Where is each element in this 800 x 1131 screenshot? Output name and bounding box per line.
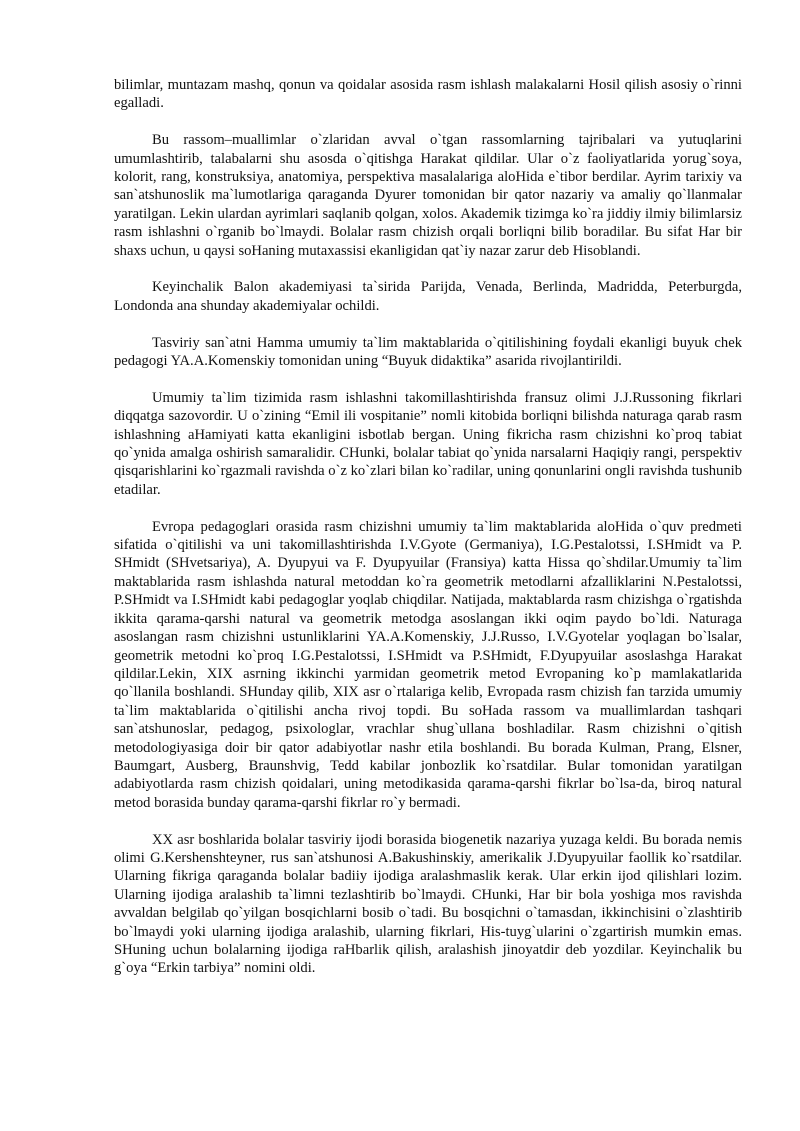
paragraph-komenskiy: Tasviriy san`atni Hamma umumiy ta`lim maktablarida o`qitilishining foydali ekanligi buyuk chek pedagogi YA.A.Komenskiy tomonidan uning “Buyuk didaktika” asarida rivojlantirildi. (114, 334, 742, 370)
paragraph-balon-akademiyasi: Keyinchalik Balon akademiyasi ta`sirida Parijda, Venada, Berlinda, Madridda, Peterburgda, Londonda ana shunday akademiyalar ochildi. (114, 279, 742, 314)
document-page (114, 76, 742, 996)
paragraph-continuation: bilimlar, muntazam mashq, qonun va qoidalar asosida rasm ishlash malakalarni Hosil qilish asosiy o`rinni egalladi. (114, 77, 742, 112)
paragraph-russo: Umumiy ta`lim tizimida rasm ishlashni takomillashtirishda fransuz olimi J.J.Russoning fikrlari diqqatga sazovordir. U o`zining “Emil ili vospitanie” nomli kitobida borliqni bilishda naturaga qarab rasm ishlashning aHamiyati katta ekanligini isbotlab bergan. Uning fikricha rasm chizishni ko`proq tabiat qo`ynida amalga oshirish samaralidir. CHunki, bolalar tabiat qo`ynida narsalarni Haqiqiy rangi, perspektiv qisqarishlarini ko`rgazmali ravishda o`z ko`zlari bilan ko`radilar, uning qonunlarini ongli ravishda tushunib etadilar. (114, 389, 742, 498)
paragraph-evropa-pedagoglari: Evropa pedagoglari orasida rasm chizishni umumiy ta`lim maktablarida aloHida o`quv predmeti sifatida o`qitilishi va uni takomillashtirishda I.V.Gyote (Germaniya), I.G.Pestalotssi, I.SHmidt va P. SHmidt (SHvetsariya), A. Dyupyui va F. Dyupyuilar (Fransiya) katta Hissa qo`shdilar.Umumiy ta`lim maktablarida rasm ishlashda natural metoddan ko`ra geometrik metodlarni afzalliklarini N.Pestalotssi, P.SHmidt va I.SHmidt kabi pedagoglar yoqlab chiqdilar. Natijada, maktablarda rasm chizishga o`rgatishda ikkita qarama-qarshi natural va geometrik metodga asoslangan ikki oqim paydo bo`ldi. Naturaga asoslangan rasm chizishni ustunliklarini YA.A.Komenskiy, J.J.Russo, I.V.Gyotelar yoqlagan bo`lsalar, geometrik metodni ko`proq I.G.Pestalotssi, I.SHmidt va P.SHmidt, F.Dyupyuilar asoslashga Harakat qildilar.Lekin, XIX asrning ikkinchi yarmidan geometrik metod Evropaning ko`p mamlakatlarida qo`llanila boshlandi. SHunday qilib, XIX asr o`rtalariga kelib, Evropada rasm chizish fan tarzida umumiy ta`lim maktablarida o`qitilishi ancha rivoj topdi. Bu soHada rassom va muallimlardan tashqari san`atshunoslar, pedagog, psixologlar, vrachlar shug`ullana boshladilar. Rasm chizishni o`qitish metodologiyasiga doir bir qator adabiyotlar nashr etila boshlandi. Bu borada Kulman, Prang, Elsner, Baumgart, Ausberg, Braunshvig, Tedd kabilar jonbozlik ko`rsatdilar. Bular tomonidan yaratilgan adabiyotlarda rasm chizish qoidalari, uning metodikasida qarama-qarshi fikrlar bo`lsa-da, biroq natural metod borasida bunday qarama-qarshi fikrlar ro`y bermadi. (114, 518, 742, 811)
paragraph-xx-asr: XX asr boshlarida bolalar tasviriy ijodi borasida biogenetik nazariya yuzaga keldi. Bu borada nemis olimi G.Kershenshteyner, rus san`atshunosi A.Bakushinskiy, amerikalik J.Dyupyuilar faollik ko`rsatdilar. Ularning fikriga qaraganda bolalar badiiy ijodiga aralashmaslik kerak. Ular erkin ijod qilishlari lozim. Ularning ijodiga aralashib ta`limni tezlashtirib bo`lmaydi. CHunki, Har bir bola yoshiga mos ravishda avvaldan belgilab qo`yilgan bosqichlarni bosib o`tadi. Bu bosqichni o`tamasdan, ikkinchisini o`zlashtirib bo`lmaydi yoki ularning ijodiga aralashib, ularning fikrlari, His-tuyg`ularini o`zgartirish mumkin emas. SHuning uchun bolalarning ijodiga raHbarlik qilish, aralashish jinoyatdir deb yozdilar. Keyinchalik bu g`oya “Erkin tarbiya” nomini oldi. (114, 831, 742, 977)
paragraph-rassom-muallimlar: Bu rassom–muallimlar o`zlaridan avval o`tgan rassomlarning tajribalari va yutuqlarini umumlashtirib, talabalarni shu asosda o`qitishga Harakat qildilar. Ular o`z faoliyatlarida yorug`soya, kolorit, rang, konstruksiya, anatomiya, perspektiva masalalariga aloHida e`tibor berdilar. Ayrim tarixiy va san`atshunoslik ma`lumotlariga qaraganda Dyurer tomonidan bir qator nazariy va amaliy qo`llanmalar yaratilgan. Lekin ulardan ayrimlari saqlanib qolgan, xolos. Akademik tizimga ko`ra jiddiy ilmiy bilimlarsiz rasm ishlashni o`rganib bo`lmaydi. Bolalar rasm chizish orqali borliqni bilib boradilar. Bu sifat Har bir shaxs uchun, u qaysi soHaning mutaxassisi ekanligidan qat`iy nazar zarur deb Hisoblandi. (114, 132, 742, 259)
